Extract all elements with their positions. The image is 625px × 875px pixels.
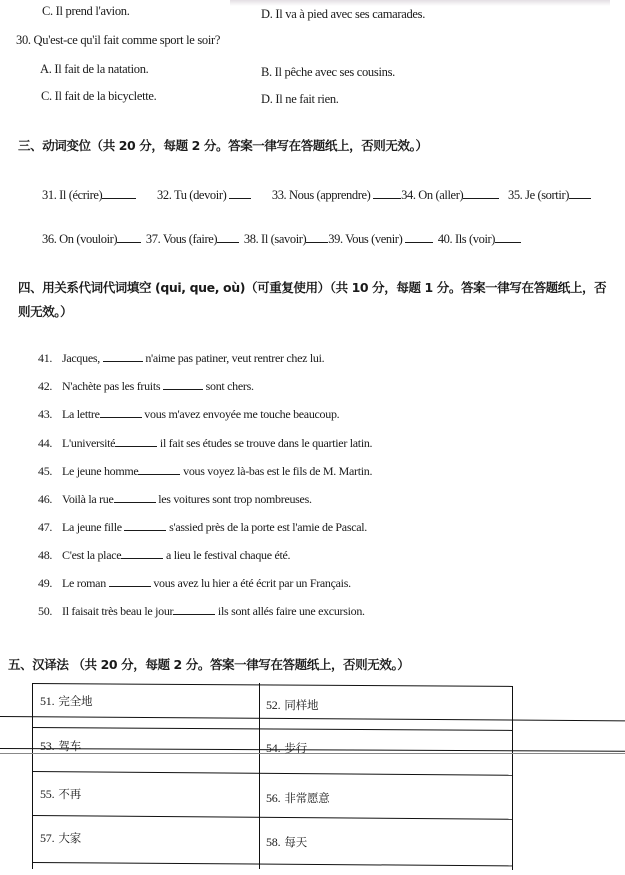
section4-title-line1: 四、用关系代词代词填空 (qui, que, où)（可重复使用）（共 10 分，每题 1 分。答案一律写在答题纸上，否 <box>18 280 607 295</box>
section3-title: 三、动词变位（共 20 分，每题 2 分。答案一律写在答题纸上，否则无效。） <box>18 138 428 153</box>
table-divider-middle <box>259 683 260 869</box>
table-cell-53: 53. 驾车 <box>40 739 82 753</box>
table-cell-58: 58. 每天 <box>266 835 308 849</box>
item-47-blank[interactable] <box>124 520 166 531</box>
relative-item-49: 49. Le roman vous avez lu hier a été écrit par un Français. <box>38 576 351 590</box>
scan-smudge <box>230 0 610 6</box>
item-48-blank[interactable] <box>121 548 163 559</box>
table-cell-51: 51. 完全地 <box>40 694 93 708</box>
table-row-divider-3 <box>32 815 513 820</box>
q30-option-c: C. Il fait de la bicyclette. <box>41 89 157 103</box>
item-32-blank[interactable] <box>229 188 251 199</box>
relative-item-48: 48. C'est la place a lieu le festival chaque été. <box>38 548 291 562</box>
item-37-blank[interactable] <box>217 232 239 243</box>
section4-title-line2: 则无效。） <box>18 304 73 319</box>
table-cell-52: 52. 同样地 <box>266 698 319 712</box>
item-38-blank[interactable] <box>306 232 328 243</box>
table-row-divider-2 <box>32 771 513 776</box>
table-cell-57: 57. 大家 <box>40 831 82 845</box>
item-33-blank[interactable] <box>373 188 401 199</box>
relative-item-47: 47. La jeune fille s'assied près de la porte est l'amie de Pascal. <box>38 520 367 534</box>
relative-item-42: 42. N'achète pas les fruits sont chers. <box>38 379 254 393</box>
table-border-left <box>32 683 33 869</box>
item-31-label: 31. Il (écrire) <box>42 188 103 202</box>
item-50-blank[interactable] <box>173 604 215 615</box>
scan-line-2 <box>0 748 625 752</box>
item-49-blank[interactable] <box>109 576 151 587</box>
item-34-label: 34. On (aller) <box>401 188 464 202</box>
item-46-blank[interactable] <box>114 492 156 503</box>
section5-title: 五、汉译法 （共 20 分，每题 2 分。答案一律写在答题纸上，否则无效。） <box>8 657 410 672</box>
table-border-bottom <box>32 862 513 866</box>
item-44-blank[interactable] <box>115 436 157 447</box>
relative-item-44: 44. L'université il fait ses études se trouve dans le quartier latin. <box>38 436 373 450</box>
item-33-label: 33. Nous (apprendre) <box>271 188 371 202</box>
relative-item-46: 46. Voilà la rue les voitures sont trop nombreuses. <box>38 492 312 506</box>
item-36-blank[interactable] <box>117 232 141 243</box>
table-cell-54: 54. 步行 <box>266 741 308 755</box>
q30-option-b: B. Il pêche avec ses cousins. <box>261 65 395 79</box>
conjugation-row-2 <box>42 232 521 247</box>
item-36-label: 36. On (vouloir) <box>42 232 118 246</box>
item-39-label: 39. Vous (venir) <box>328 232 403 246</box>
q30-option-d: D. Il ne fait rien. <box>261 92 339 106</box>
relative-item-45: 45. Le jeune homme vous voyez là-bas est le fils de M. Martin. <box>38 464 373 478</box>
item-37-label: 37. Vous (faire) <box>145 232 218 246</box>
table-cell-56: 56. 非常愿意 <box>266 791 330 805</box>
conjugation-row-1 <box>42 188 591 203</box>
relative-item-43: 43. La lettre vous m'avez envoyée me touche beaucoup. <box>38 407 340 421</box>
item-32-label: 32. Tu (devoir) <box>157 188 227 202</box>
item-39-blank[interactable] <box>405 232 433 243</box>
item-45-blank[interactable] <box>138 464 180 475</box>
table-cell-55: 55. 不再 <box>40 787 82 801</box>
item-35-blank[interactable] <box>569 188 591 199</box>
table-border-top <box>32 683 513 687</box>
q29-option-d: D. Il va à pied avec ses camarades. <box>261 7 426 21</box>
item-43-blank[interactable] <box>100 407 142 418</box>
item-34-blank[interactable] <box>463 188 499 199</box>
relative-item-41: 41. Jacques, n'aime pas patiner, veut rentrer chez lui. <box>38 351 325 365</box>
scan-line-3 <box>0 753 625 754</box>
item-35-label: 35. Je (sortir) <box>507 188 569 202</box>
q30-option-a: A. Il fait de la natation. <box>40 62 149 76</box>
item-40-label: 40. Ils (voir) <box>437 232 496 246</box>
table-row-divider-1 <box>32 727 513 731</box>
item-41-blank[interactable] <box>103 351 143 362</box>
item-31-blank[interactable] <box>102 188 136 199</box>
q30-question: 30. Qu'est-ce qu'il fait comme sport le soir? <box>16 33 221 47</box>
q29-option-c: C. Il prend l'avion. <box>42 4 130 18</box>
relative-item-50: 50. Il faisait très beau le jour ils sont allés faire une excursion. <box>38 604 365 618</box>
item-40-blank[interactable] <box>495 232 521 243</box>
item-42-blank[interactable] <box>163 379 203 390</box>
table-border-right <box>512 686 513 870</box>
item-38-label: 38. Il (savoir) <box>243 232 307 246</box>
scan-line-1 <box>0 716 625 721</box>
